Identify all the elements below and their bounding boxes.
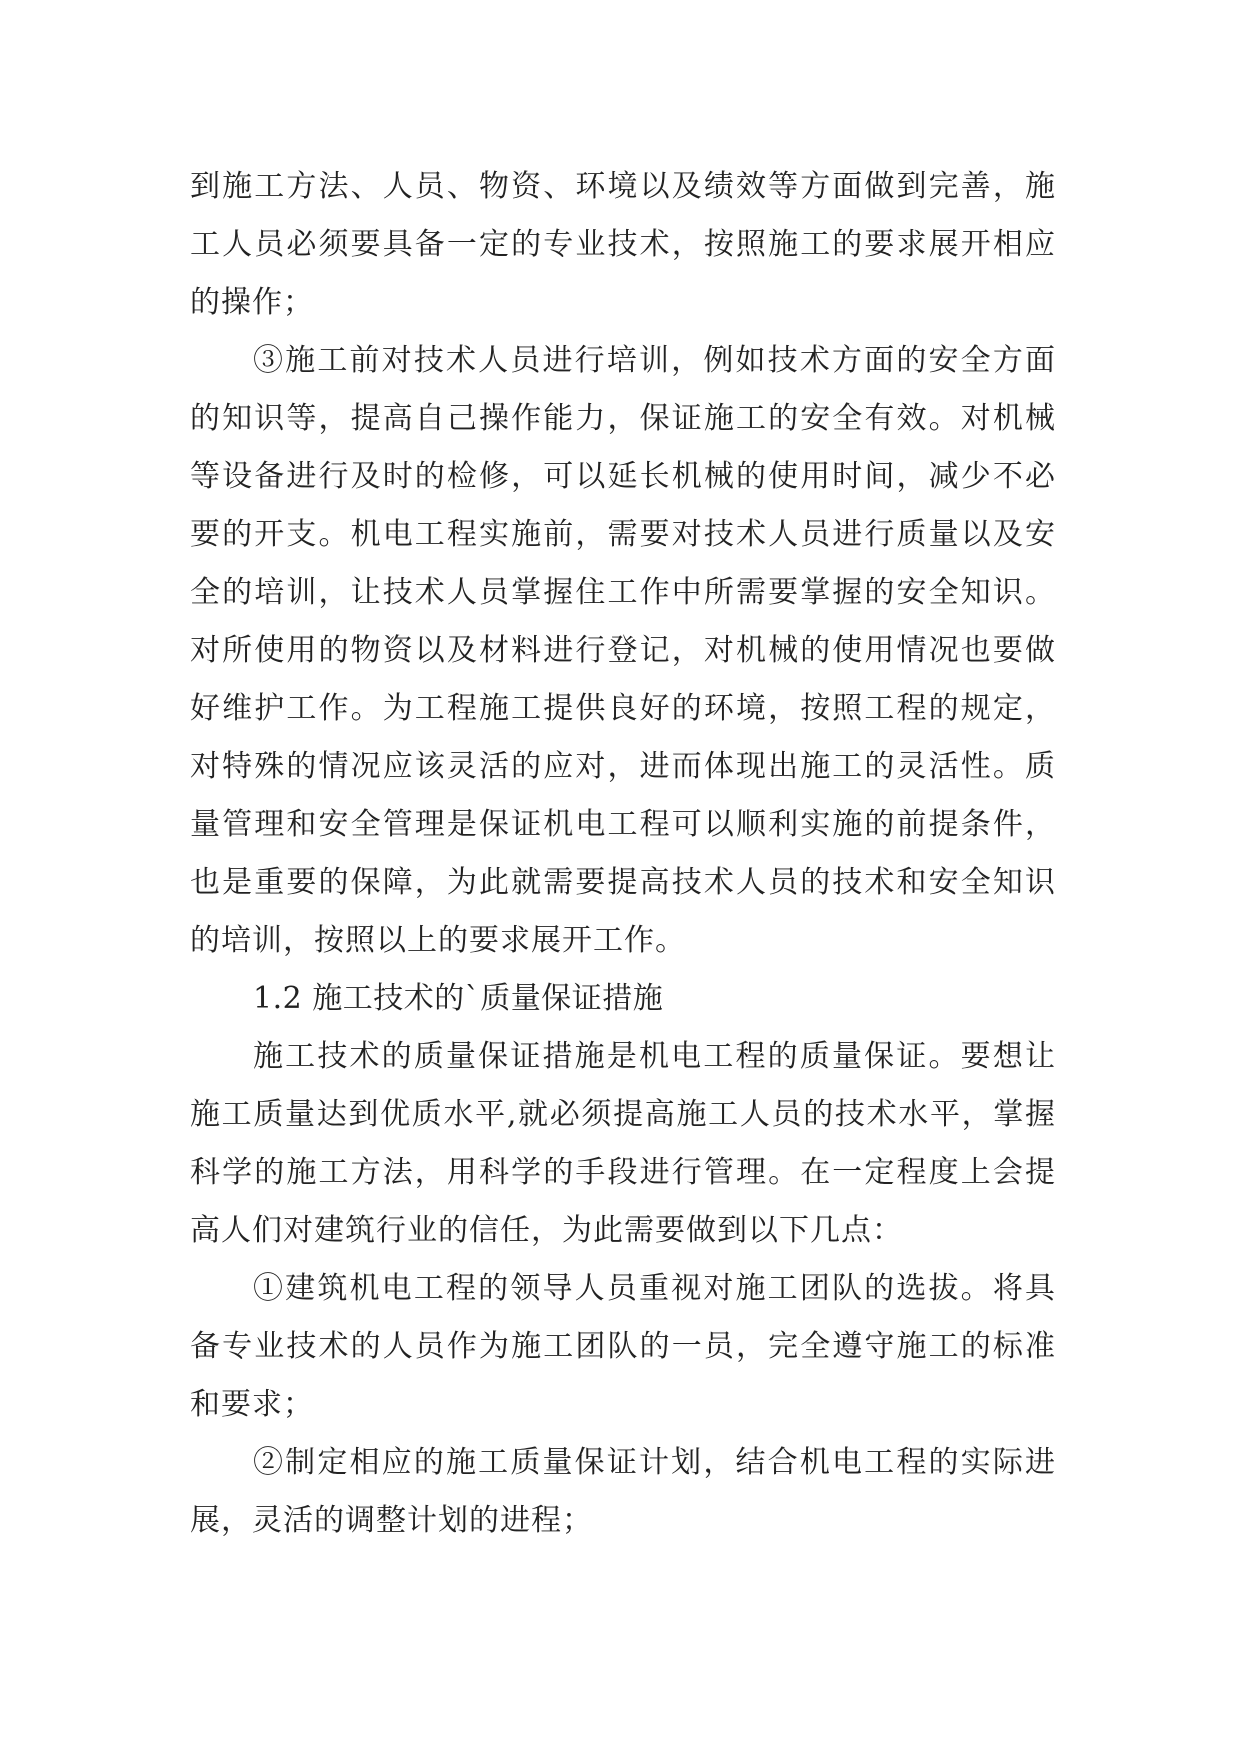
paragraph-quality-plan: ②制定相应的施工质量保证计划，结合机电工程的实际进展，灵活的调整计划的进程；	[190, 1445, 1056, 1538]
paragraph-quality-measures: 施工技术的质量保证措施是机电工程的质量保证。要想让施工质量达到优质水平,就必须提高施工人员的技术水平，掌握科学的施工方法，用科学的手段进行管理。在一定程度上会提高人们对建筑行业的信任，为此需要做到以下几点：	[190, 1039, 1056, 1248]
document-page	[190, 158, 1056, 1550]
paragraph-continuation: 到施工方法、人员、物资、环境以及绩效等方面做到完善，施工人员必须要具备一定的专业技术，按照施工的要求展开相应的操作；	[190, 169, 1056, 320]
section-heading: 1.2 施工技术的`质量保证措施	[253, 981, 664, 1016]
paragraph-training: ③施工前对技术人员进行培训，例如技术方面的安全方面的知识等，提高自己操作能力，保证施工的安全有效。对机械等设备进行及时的检修，可以延长机械的使用时间，减少不必要的开支。机电工程实施前，需要对技术人员进行质量以及安全的培训，让技术人员掌握住工作中所需要掌握的安全知识。对所使用的物资以及材料进行登记，对机械的使用情况也要做好维护工作。为工程施工提供良好的环境，按照工程的规定，对特殊的情况应该灵活的应对，进而体现出施工的灵活性。质量管理和安全管理是保证机电工程可以顺利实施的前提条件，也是重要的保障，为此就需要提高技术人员的技术和安全知识的培训，按照以上的要求展开工作。	[190, 343, 1056, 958]
paragraph-team-selection: ①建筑机电工程的领导人员重视对施工团队的选拔。将具备专业技术的人员作为施工团队的一员，完全遵守施工的标准和要求；	[190, 1271, 1056, 1422]
